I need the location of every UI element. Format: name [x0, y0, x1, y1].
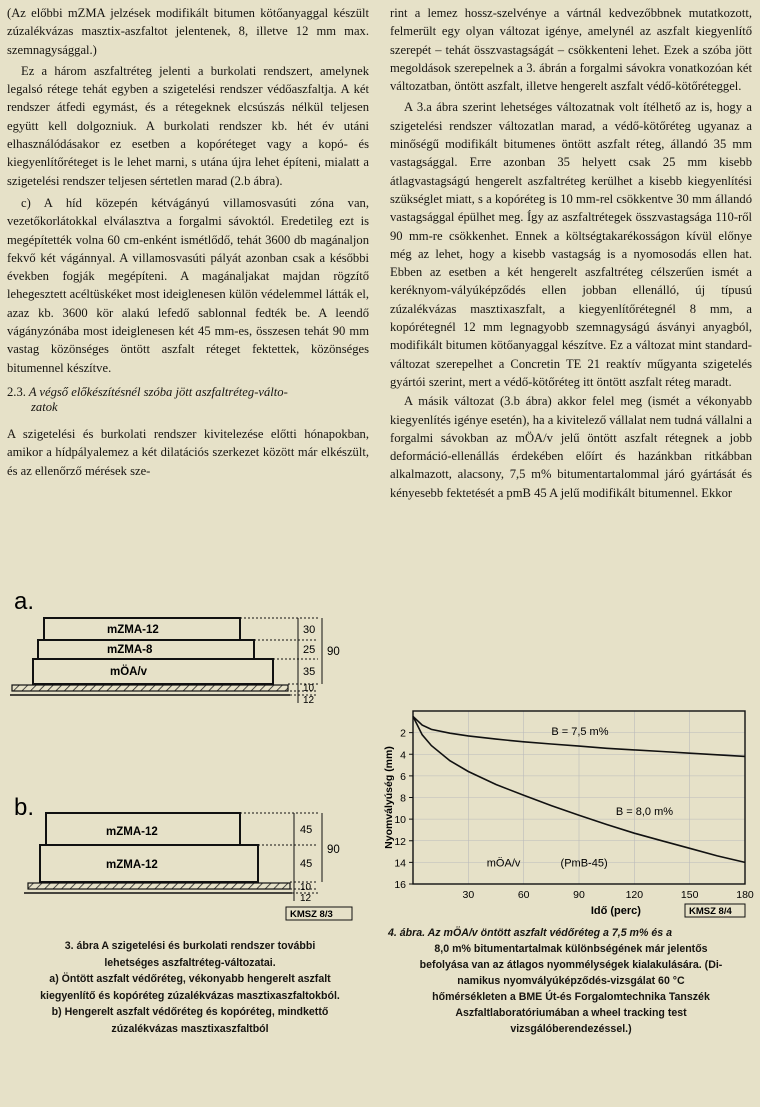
fig4-caption-line-1: 4. ábra. Az mÖA/v öntött aszfalt védőréteg a 7,5 m% és a — [388, 927, 672, 939]
fig4-caption-line-5: hőmérsékleten a BME Út-és Forgalomtechnika Tanszék — [432, 991, 710, 1003]
fig3a-layer-label-3: mÖA/v — [110, 666, 148, 678]
fig4-caption-line-7: vizsgálóberendezéssel.) — [510, 1023, 632, 1035]
fig3-label-b: b. — [14, 794, 35, 821]
fig3b-insulation-layer — [28, 883, 290, 889]
left-paragraph-3: c) A híd közepén kétvágányú villamosvasúti zóna van, vezetőkorlátokkal elválasztva a forgalmi sávoktól. Eredetileg ezt is megépítették volna 60 cm-enként ismétlődő, tehát 3600 db magánaljon fekvő két vágánnyal. A villamosvasúti pályát azonban csak a későbbi években fogják megépíteni. A magánaljakat majdan rögzítő lehegesztett acéltüskéket most ideiglenesen külön védelemmel látták el, azaz kb. 3600 kör alakú lefedő sablonnal fedték be. A leendő vágányzónába most ideiglenesen két 45 mm-es, összesen tehát 90 mm vastag közönséges öntött aszfalt réteget fektettek, közönséges bitumennel készítve. — [7, 195, 369, 375]
y-tick-label: 4 — [400, 749, 406, 762]
fig4-caption-line-6: Aszfaltlaboratóriumában a wheel tracking test — [455, 1007, 687, 1019]
left-paragraph-1: (Az előbbi mZMA jelzések modifikált bitumen kötőanyaggal készült zúzalékvázas masztix-aszfaltot jelentenek, 8, illetve 12 mm max. szemnagysággal.) — [7, 6, 369, 57]
section-number: 2.3. — [7, 384, 26, 399]
left-column — [7, 4, 369, 480]
x-tick-label: 30 — [462, 889, 475, 901]
x-tick-label: 180 — [736, 889, 754, 901]
chart-annotation-moa: mÖA/v — [486, 857, 521, 870]
fig4-tag: KMSZ 8/4 — [689, 906, 732, 917]
fig3a-layer-label-1: mZMA-12 — [107, 624, 159, 636]
x-tick-label: 120 — [625, 889, 644, 901]
series-label-b80: B = 8,0 m% — [615, 805, 674, 818]
y-tick-label: 12 — [394, 835, 406, 848]
y-tick-label: 8 — [400, 792, 406, 805]
figure-4-caption — [388, 925, 754, 1037]
right-column — [390, 4, 752, 502]
chart-y-axis-label: Nyomvályúség (mm) — [383, 746, 395, 849]
x-tick-label: 150 — [680, 889, 699, 901]
fig4-caption-line-2: 8,0 m% bitumentartalmak különbségének már jelentős — [434, 943, 708, 955]
fig3-caption-line-3: a) Öntött aszfalt védőréteg, vékonyabb hengerelt aszfalt — [49, 973, 331, 985]
fig3b-layer-label-2: mZMA-12 — [106, 859, 158, 871]
fig3a-dim-1: 30 — [303, 624, 316, 636]
right-paragraph-1: rint a lemez hossz-szelvénye a vártnál kedvezőbbnek mutatkozott, felmerült egy olyan változat igénye, amelynél az aszfalt kiegyenlítő szerepét – tehát összvastagságát – csökkenteni lehet. Ezek a szóba jött megoldások szerepelnek a 3. ábrán a forgalmi sávokra vonatkozóan két változatban, öntött aszfalt, illetve hengerelt aszfalt védő-kötőréteggel. — [390, 6, 752, 94]
y-tick-label: 6 — [400, 770, 406, 783]
series-label-b75: B = 7,5 m% — [551, 725, 609, 738]
figure-3-drawing — [0, 585, 380, 940]
fig3-caption-line-5: b) Hengerelt aszfalt védőréteg és kopóréteg, mindkettő — [51, 1006, 329, 1018]
rut-depth-chart — [380, 703, 758, 923]
left-paragraph-4: A szigetelési és burkolati rendszer kivitelezése előtti hónapokban, amikor a hídpályalemez a két dilatációs szerkezet között már elkészült, és az ellenőrző mérések sze- — [7, 426, 369, 478]
x-tick-label: 90 — [573, 889, 585, 901]
chart-x-axis-label: Idő (perc) — [590, 905, 641, 917]
fig3-caption-line-1: 3. ábra A szigetelési és burkolati rendszer további — [64, 940, 316, 952]
fig3-caption-line-6: zúzalékvázas masztixaszfaltból — [111, 1022, 269, 1035]
x-tick-label: 60 — [517, 889, 530, 901]
fig3a-total: 90 — [327, 646, 340, 658]
y-tick-label: 16 — [394, 879, 406, 891]
fig3b-dim-2: 45 — [300, 858, 313, 870]
fig4-caption-line-3: befolyása van az átlagos nyommélységek kialakulására. (Di- — [419, 959, 723, 971]
section-title-line-1: A végső előkészítésnél szóba jött aszfaltréteg-válto- — [28, 384, 288, 399]
fig3a-dim-2: 25 — [303, 644, 316, 656]
fig3a-dim-5: 12 — [303, 695, 315, 706]
fig3b-total: 90 — [327, 844, 340, 856]
fig3b-dim-1: 45 — [300, 824, 313, 836]
fig3a-layer-label-2: mZMA-8 — [107, 644, 153, 656]
figure-3-caption — [0, 938, 380, 1037]
fig3b-dim-3: 10 — [300, 882, 312, 893]
y-tick-label: 2 — [400, 727, 406, 740]
fig3a-layer-moa — [33, 659, 273, 684]
fig3-label-a: a. — [14, 588, 35, 615]
left-paragraph-2: Ez a három aszfaltréteg jelenti a burkolati rendszert, amelynek legalsó rétege tehát egyben a szigetelési rendszer védőaszfaltja. A két rendszer átfedi egymást, és a rétegeknek elcsúszás nélkül teljesen együtt kell dolgozniuk. A burkolati rendszer kb. hét év utáni elhasználódásakor ez esetben a kopóréteget vagy a kopó- és kiegyenlítőréteget is le lehet marni, s utána újra lehet építeni, mialatt a szigetelési rendszer teljesen sértetlen marad (2.b ábra). — [7, 63, 369, 188]
fig3b-dim-4: 12 — [300, 893, 312, 904]
fig3a-insulation-layer — [12, 685, 288, 691]
figure-4-chart — [380, 703, 758, 923]
fig3a-dim-4: 10 — [303, 683, 315, 694]
chart-annotation-pmb: (PmB-45) — [560, 857, 608, 870]
fig3b-layer-label-1: mZMA-12 — [106, 826, 158, 838]
y-tick-label: 10 — [394, 814, 406, 827]
right-paragraph-2: A 3.a ábra szerint lehetséges változatnak volt ítélhető az is, hogy a szigetelési rendszer változatlan marad, a védő-kötőréteg ugyanaz a minőségű modifikált bitumenes öntött aszfalt réteg, állandó 35 mm vastagsággal. Erre azonban 35 helyett csak 25 mm kisebb átlagvastagságú hengerelt aszfaltréteg kerülhet a kisebb kiegyenlítési szükséglet miatt, s a kopóréteg is 10 mm-rel csökkentve 30 mm állandó vastagsággal épülhet meg. Így az aszfaltrétegek összvastagsága 110-ről 90 mm-re csökkenhet. Ennek a költségtakarékosságon kívül előnye még az lehet, hogy a kisebb vastagság is a nyomosodás ellen hat. Ebben az esetben a két hengerelt aszfaltréteg célszerűen ismét a keréknyom-vályúképződés ellen jobban ellenálló, új típusú zúzalékvázas masztixaszfalt, a kiegyenlítőrétegnél 8 mm, a kopórétegnél 12 mm legnagyobb szemnagyságú ásványi anyagból, modifikált bitumen kötőanyaggal készítve. Ez a változat mint standard-változat szerepelhet a Concretin TE 21 reaktív műgyanta szigetelés gyártói szerint, mert a védő-kötőréteg itt öntött aszfalt réteg maradt. — [390, 100, 752, 389]
figure-3 — [0, 585, 380, 940]
fig3-caption-line-4: kiegyenlítő és kopóréteg zúzalékvázas masztixaszfaltokból. — [40, 989, 340, 1002]
fig3a-dim-3: 35 — [303, 666, 316, 678]
section-title-line-2: zatok — [31, 399, 58, 414]
fig4-caption-line-4: namikus nyomvályúképződés-vizsgálat 60 °C — [457, 975, 685, 987]
right-paragraph-3: A másik változat (3.b ábra) akkor felel meg (ismét a vékonyabb kiegyenlítés igénye esetén), ha a kivitelező vállalat nem tudná vállalni a forgalmi sávokban az mÖA/v jelű öntött aszfalt rétegnek a jobb deformáció-ellenállás érdekében előírt és hazánkban ritkábban alkalmazott, alacsony, 7,5 m% bitumentartalommal járó gyártását és kényesebb fektetését a pmB 45 A jelű modifikált bitumennel. Ekkor — [390, 394, 752, 500]
y-tick-label: 14 — [394, 857, 406, 870]
fig3-caption-line-2: lehetséges aszfaltréteg-változatai. — [104, 956, 276, 969]
fig3-tag: KMSZ 8/3 — [290, 909, 333, 920]
section-heading — [7, 385, 369, 415]
